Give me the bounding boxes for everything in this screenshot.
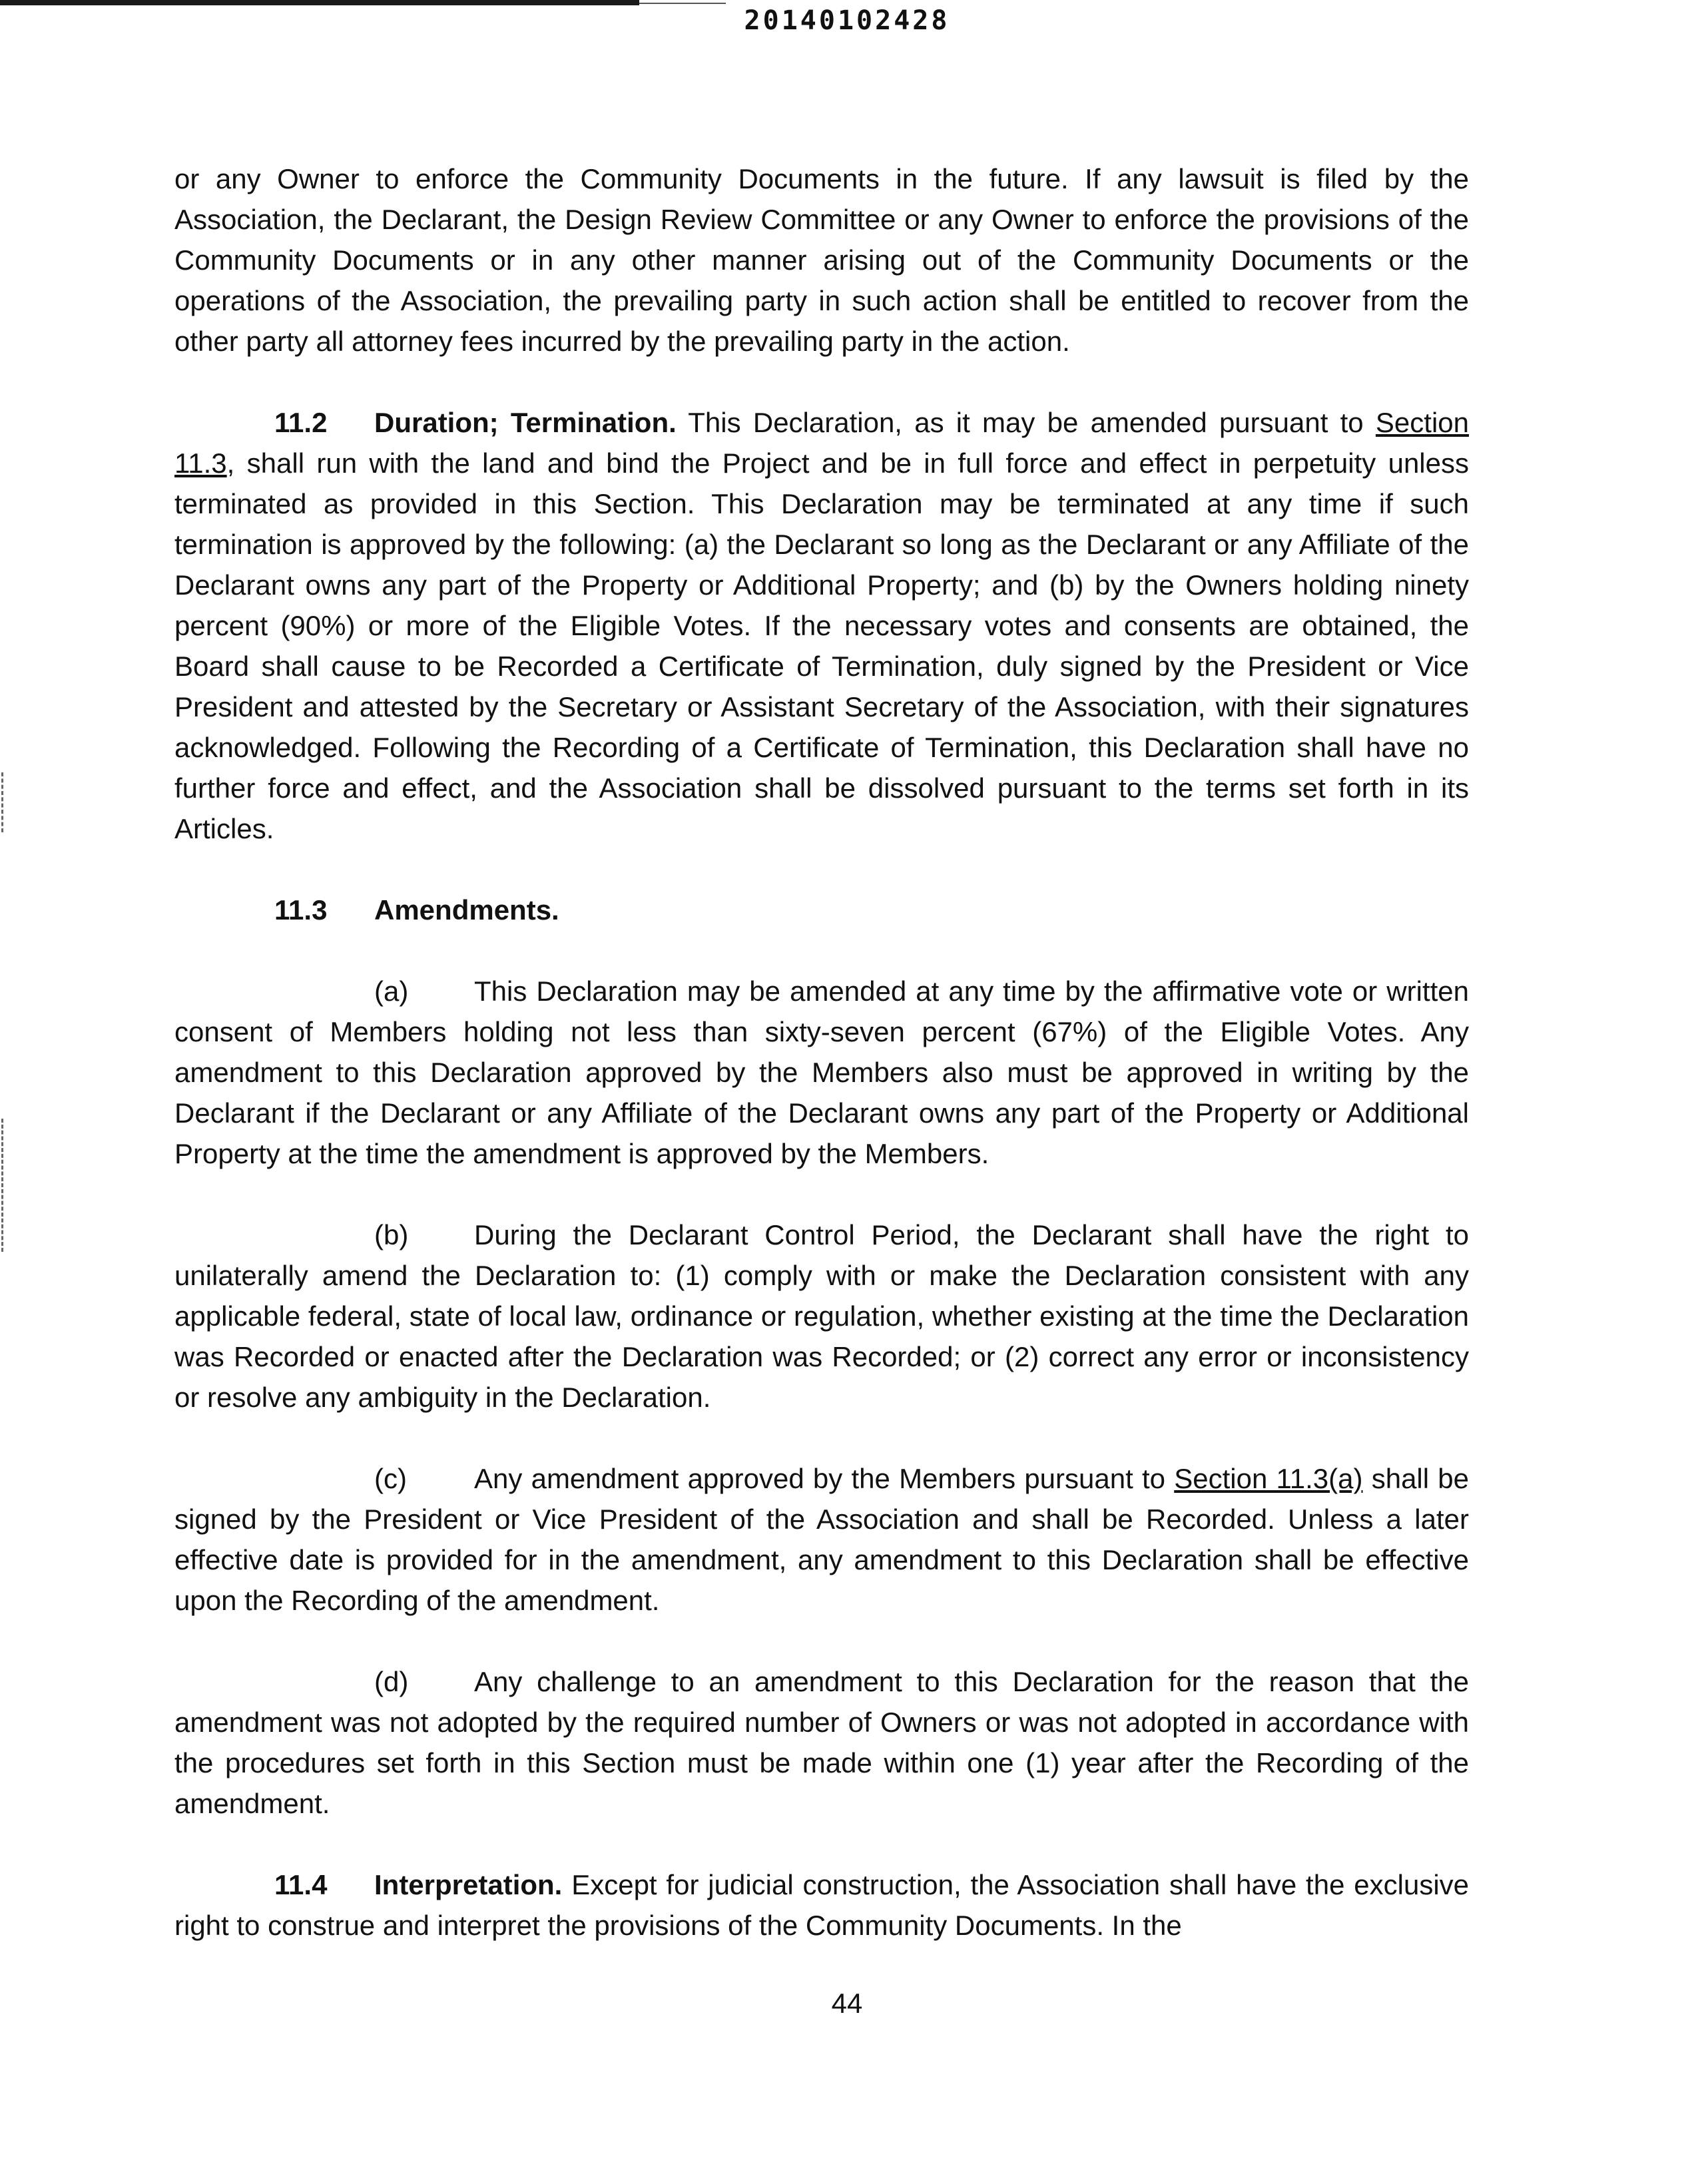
section-lead-text: This Declaration, as it may be amended pursuant to bbox=[688, 407, 1364, 438]
subsection-c-paragraph bbox=[174, 1458, 1469, 1621]
section-number: 11.2 bbox=[274, 407, 328, 438]
subsection-text: Any challenge to an amendment to this Declaration for the reason that the amendment was not adopted by the required number of Owners or was not adopted in accordance with the procedures set forth in this Section must be made within one (1) year after the Recording of the amendment. bbox=[174, 1666, 1469, 1819]
page-number: 44 bbox=[831, 1988, 863, 2019]
section-number: 11.3 bbox=[274, 894, 328, 926]
subsection-b-paragraph bbox=[174, 1215, 1469, 1418]
top-rule-extension bbox=[639, 3, 726, 4]
section-title: Amendments. bbox=[374, 894, 559, 926]
document-body bbox=[174, 158, 1469, 1986]
subsection-lead-text: Any amendment approved by the Members pursuant to bbox=[474, 1463, 1166, 1494]
section-title: Duration; Termination. bbox=[374, 407, 677, 438]
continuation-paragraph: or any Owner to enforce the Community Documents in the future. If any lawsuit is filed by the Association, the Declarant, the Design Review Committee or any Owner to enforce the provisions of the Community Documents or in any other manner arising out of the Community Documents or the operations of the Association, the prevailing party in such action shall be entitled to recover from the other party all attorney fees incurred by the prevailing party in the action. bbox=[174, 163, 1469, 357]
subsection-d-paragraph bbox=[174, 1661, 1469, 1824]
recording-number: 20140102428 bbox=[744, 5, 950, 36]
section-11-4-paragraph bbox=[174, 1864, 1469, 1946]
subsection-label: (b) bbox=[374, 1219, 409, 1250]
section-11-2-paragraph bbox=[174, 402, 1469, 849]
section-11-3-heading bbox=[174, 890, 1469, 930]
subsection-label: (a) bbox=[374, 975, 409, 1007]
top-rule bbox=[0, 0, 639, 5]
section-title: Interpretation. bbox=[374, 1869, 563, 1900]
section-reference: Section 11.3 bbox=[174, 407, 1470, 479]
section-body-text: , shall run with the land and bind the Project and be in full force and effect in perpetuity unless terminated as provided in this Section. This Declaration may be terminated at any time if such termination is approved by the following: (a) the Declarant so long as the Declarant or any Affiliate of the Declarant owns any part of the Property or Additional Property; and (b) by the Owners holding ninety percent (90%) or more of the Eligible Votes. If the necessary votes and consents are obtained, the Board shall cause to be Recorded a Certificate of Termination, duly signed by the President or Vice President and attested by the Secretary or Assistant Secretary of the Association, with their signatures acknowledged. Following the Recording of a Certificate of Termination, this Declaration shall have no further force and effect, and the Association shall be dissolved pursuant to the terms set forth in its Articles. bbox=[174, 447, 1469, 844]
margin-scan-marks bbox=[1, 772, 6, 832]
subsection-text: During the Declarant Control Period, the Declarant shall have the right to unilaterally amend the Declaration to: (1) comply with or make the Declaration consistent with any applicable federal, state of local law, ordinance or regulation, whether existing at the time the Declaration was Recorded or enacted after the Declaration was Recorded; or (2) correct any error or inconsistency or resolve any ambiguity in the Declaration. bbox=[174, 1219, 1469, 1413]
margin-scan-marks bbox=[1, 1119, 6, 1252]
subsection-text: shall be signed by the President or Vice President of the Association and shall be Recorded. Unless a later effective date is provided for in the amendment, any amendment to this Declaration shall be effective upon the Recording of the amendment. bbox=[174, 1463, 1470, 1616]
section-body-text: Except for judicial construction, the Association shall have the exclusive right to construe and interpret the provisions of the Community Documents. In the bbox=[174, 1869, 1470, 1941]
subsection-label: (d) bbox=[374, 1666, 409, 1697]
subsection-label: (c) bbox=[374, 1463, 407, 1494]
section-reference: Section 11.3(a) bbox=[1174, 1463, 1363, 1494]
subsection-text: This Declaration may be amended at any time by the affirmative vote or written consent of Members holding not less than sixty-seven percent (67%) of the Eligible Votes. Any amendment to this Declaration approved by the Members also must be approved in writing by the Declarant if the Declarant or any Affiliate of the Declarant owns any part of the Property or Additional Property at the time the amendment is approved by the Members. bbox=[174, 975, 1469, 1169]
subsection-a-paragraph bbox=[174, 971, 1469, 1174]
section-number: 11.4 bbox=[274, 1869, 328, 1900]
